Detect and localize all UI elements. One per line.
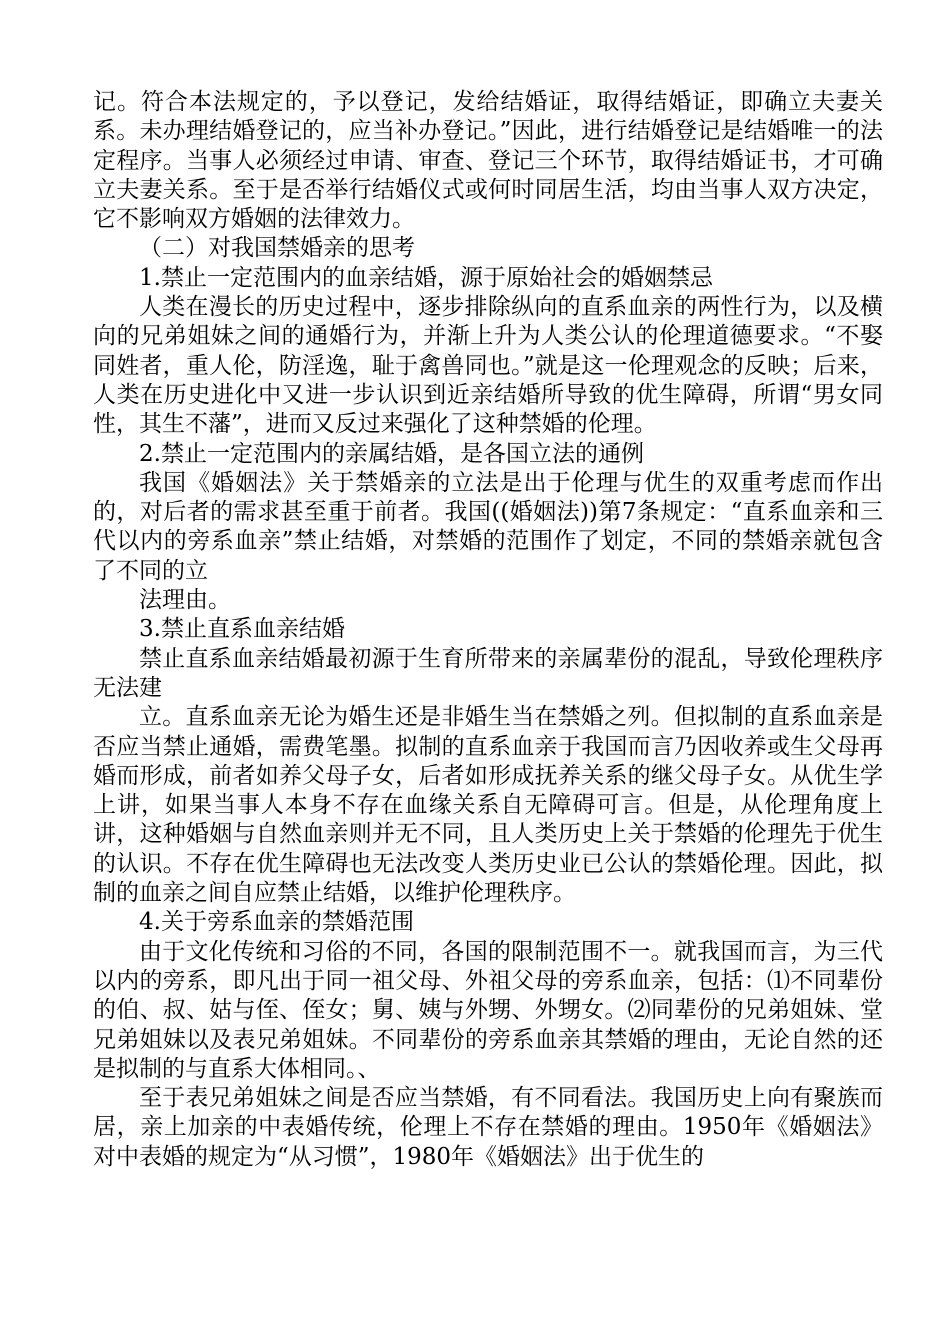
subheading-2: 2.禁止一定范围内的亲属结婚，是各国立法的通例 <box>139 440 644 467</box>
paragraph-legislation-cont: 法理由。 <box>139 587 231 614</box>
subheading-4: 4.关于旁系血亲的禁婚范围 <box>139 909 414 936</box>
subheading-1: 1.禁止一定范围内的血亲结婚，源于原始社会的婚姻禁忌 <box>139 264 713 291</box>
paragraph-collateral: 由于文化传统和习俗的不同，各国的限制范围不一。就我国而言，为三代以内的旁系，即凡出于同一祖父母、外祖父母的旁系血亲，包括：⑴不同辈份的伯、叔、姑与侄、侄女；舅、姨与外甥、外甥女。⑵同辈份的兄弟姐妹、堂兄弟姐妹以及表兄弟姐妹。不同辈份的旁系血亲其禁婚的理由，无论自然的还是拟制的与直系大体相同。、 <box>93 938 883 1082</box>
document-page <box>93 88 883 1172</box>
paragraph-cousins: 至于表兄弟姐妹之间是否应当禁婚，有不同看法。我国历史上向有聚族而居，亲上加亲的中表婚传统，伦理上不存在禁婚的理由。1950年《婚姻法》对中表婚的规定为“从习惯”，1980年《婚姻法》出于优生的 <box>93 1085 883 1170</box>
paragraph-legislation: 我国《婚姻法》关于禁婚亲的立法是出于伦理与优生的双重考虑而作出的，对后者的需求甚至重于前者。我国((婚姻法))第7条规定：“直系血亲和三代以内的旁系血亲”禁止结婚，对禁婚的范围作了划定，不同的禁婚亲就包含了不同的立 <box>93 469 883 584</box>
section-heading-prohibited-marriage: （二）对我国禁婚亲的思考 <box>139 235 415 262</box>
paragraph-registration: 记。符合本法规定的，予以登记，发给结婚证，取得结婚证，即确立夫妻关系。未办理结婚登记的，应当补办登记。”因此，进行结婚登记是结婚唯一的法定程序。当事人必须经过申请、审查、登记三个环节，取得结婚证书，才可确立夫妻关系。至于是否举行结婚仪式或何时同居生活，均由当事人双方决定，它不影响双方婚姻的法律效力。 <box>93 89 883 233</box>
subheading-3: 3.禁止直系血亲结婚 <box>139 616 345 643</box>
paragraph-lineal: 禁止直系血亲结婚最初源于生育所带来的亲属辈份的混乱，导致伦理秩序无法建 <box>93 645 883 701</box>
paragraph-lineal-cont: 立。直系血亲无论为婚生还是非婚生当在禁婚之列。但拟制的直系血亲是否应当禁止通婚，需费笔墨。拟制的直系血亲于我国而言乃因收养或生父母再婚而形成，前者如养父母子女，后者如形成抚养关系的继父母子女。从优生学上讲，如果当事人本身不存在血缘关系自无障碍可言。但是，从伦理角度上讲，这种婚姻与自然血亲则并无不同，且人类历史上关于禁婚的伦理先于优生的认识。不存在优生障碍也无法改变人类历史业已公认的禁婚伦理。因此，拟制的血亲之间自应禁止结婚，以维护伦理秩序。 <box>93 704 883 907</box>
paragraph-origin: 人类在漫长的历史过程中，逐步排除纵向的直系血亲的两性行为，以及横向的兄弟姐妹之间的通婚行为，并渐上升为人类公认的伦理道德要求。“不娶同姓者，重人伦，防淫逸，耻于禽兽同也。”就是这一伦理观念的反映；后来，人类在历史进化中又进一步认识到近亲结婚所导致的优生障碍，所谓“男女同性，其生不藩”，进而又反过来强化了这种禁婚的伦理。 <box>93 294 883 438</box>
